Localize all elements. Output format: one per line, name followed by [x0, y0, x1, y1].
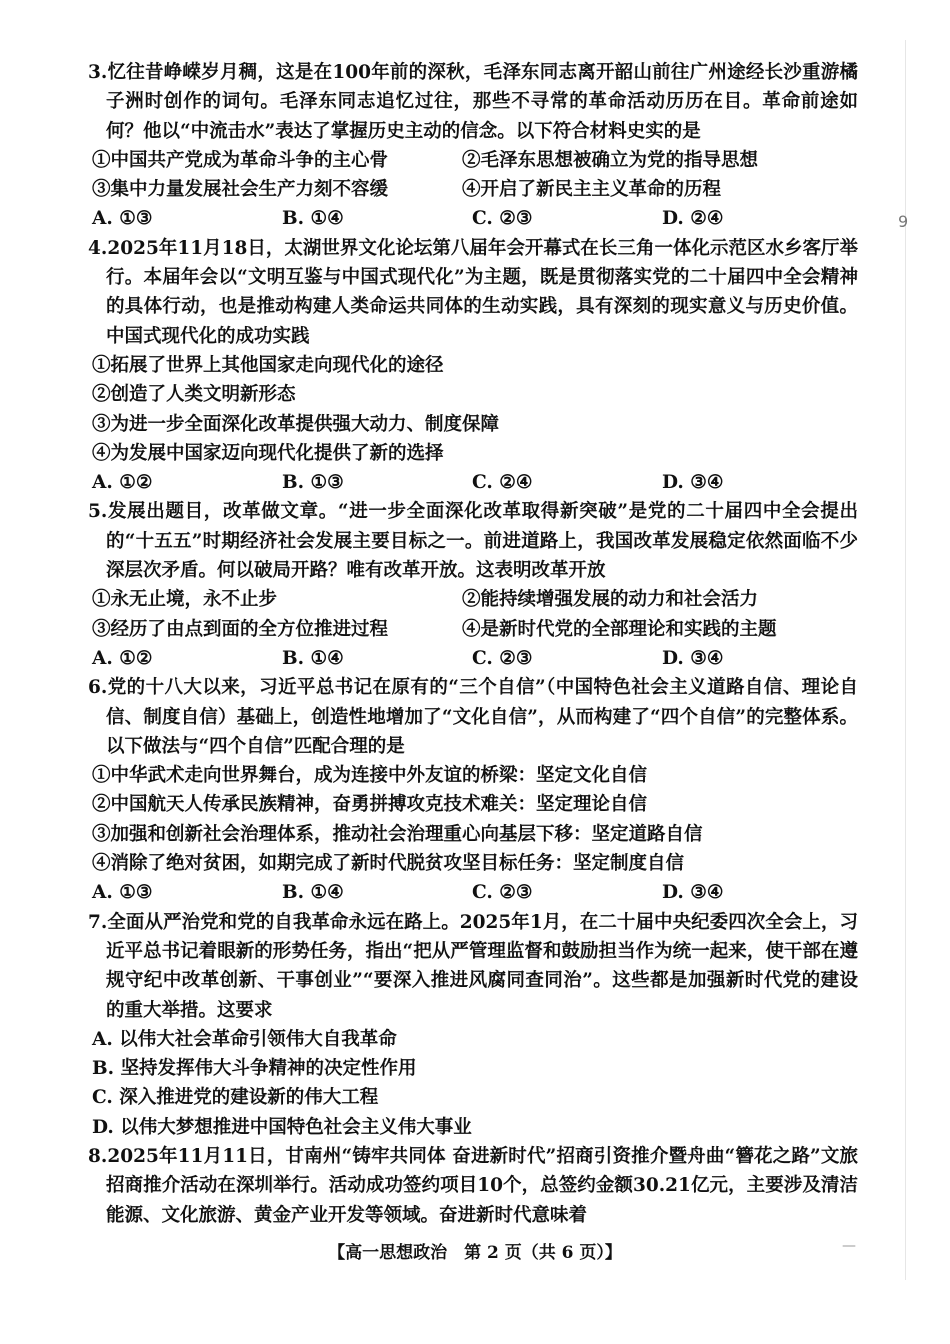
choice-row [88, 878, 858, 907]
choice-b: B. ①④ [282, 208, 344, 230]
question-6 [88, 673, 858, 907]
statement-option: ③经历了由点到面的全方位推进过程 [92, 618, 389, 640]
question-text: 发展出题目，改革做文章。“进一步全面深化改革取得新突破”是党的二十届四中全会提出的“十五五”时期经济社会发展主要目标之一。前进道路上，我国改革发展稳定依然面临不少深层次矛盾。何以破局开路？唯有改革开放。这表明改革开放 [106, 501, 858, 582]
choice-b: B. 坚持发挥伟大斗争精神的决定性作用 [92, 1058, 417, 1080]
question-stem [88, 234, 858, 351]
statement-option: ④是新时代党的全部理论和实践的主题 [462, 618, 777, 640]
statement-option: ①中国共产党成为革命斗争的主心骨 [92, 149, 389, 171]
choice-a: A. ①③ [92, 208, 153, 230]
question-number: 4. [88, 237, 108, 259]
question-8 [88, 1142, 858, 1230]
question-number: 3. [88, 62, 108, 83]
statement-option: ②中国航天人传承民族精神，奋勇拼搏攻克技术难关：坚定理论自信 [92, 794, 648, 816]
choice-b: B. ①③ [282, 472, 344, 494]
statement-option: ③为进一步全面深化改革提供强大动力、制度保障 [92, 413, 500, 435]
statement-option: ④消除了绝对贫困，如期完成了新时代脱贫攻坚目标任务：坚定制度自信 [92, 853, 685, 875]
statement-option: ④开启了新民主主义革命的历程 [462, 179, 722, 201]
choice-b: B. ①④ [282, 882, 344, 904]
margin-mark: 9 [898, 212, 909, 231]
question-stem [88, 908, 858, 1025]
choice-c: C. ②③ [472, 647, 533, 669]
footer-dash: — [842, 1238, 856, 1254]
question-3 [88, 58, 858, 234]
option-grid [88, 146, 858, 205]
question-text: 全面从严治党和党的自我革命永远在路上。2025年1月，在二十届中央纪委四次全会上，习近平总书记着眼新的形势任务，指出“把从严管理监督和鼓励担当作为统一起来，使干部在遵规守纪中改革创新、干事创业”“要深入推进风腐同查同治”。这些都是加强新时代党的建设的重大举措。这要求 [106, 911, 858, 1021]
question-number: 7. [88, 911, 108, 933]
choice-d: D. ③④ [662, 882, 724, 904]
statement-option: ③集中力量发展社会生产力刻不容缓 [92, 179, 389, 201]
choice-d: D. ③④ [662, 472, 724, 494]
question-stem [88, 673, 858, 761]
choice-b: B. ①④ [282, 647, 344, 669]
choice-c: C. ②④ [472, 472, 533, 494]
statement-option: ①永无止境，永不止步 [92, 589, 278, 611]
choice-a: A. 以伟大社会革命引领伟大自我革命 [92, 1028, 397, 1050]
question-text: 忆往昔峥嵘岁月稠，这是在100年前的深秋，毛泽东同志离开韶山前往广州途经长沙重游橘子洲时创作的词句。毛泽东同志追忆过往，那些不寻常的革命活动历历在目。革命前途如何？他以“中流击水”表达了掌握历史主动的信念。以下符合材料史实的是 [106, 62, 858, 142]
statement-option: ②创造了人类文明新形态 [92, 384, 296, 406]
choice-c: C. ②③ [472, 882, 533, 904]
statement-option: ②毛泽东思想被确立为党的指导思想 [462, 149, 759, 171]
question-number: 5. [88, 501, 108, 523]
question-text: 2025年11月18日，太湖世界文化论坛第八届年会开幕式在长三角一体化示范区水乡客厅举行。本届年会以“文明互鉴与中国式现代化”为主题，既是贯彻落实党的二十届四中全会精神的具体行动，也是推动构建人类命运共同体的生动实践，具有深刻的现实意义与历史价值。中国式现代化的成功实践 [106, 237, 858, 347]
option-grid [88, 585, 858, 644]
page-footer: 【高一思想政治 第 2 页（共 6 页）】 [328, 1243, 622, 1263]
choice-a: A. ①③ [92, 882, 153, 904]
question-7 [88, 908, 858, 1142]
statement-option: ①拓展了世界上其他国家走向现代化的途径 [92, 354, 444, 376]
question-4 [88, 234, 858, 498]
choice-row [88, 468, 858, 497]
statement-option: ③加强和创新社会治理体系，推动社会治理重心向基层下移：坚定道路自信 [92, 823, 703, 845]
question-stem [88, 497, 858, 585]
statement-option: ④为发展中国家迈向现代化提供了新的选择 [92, 442, 444, 464]
statement-option: ②能持续增强发展的动力和社会活力 [462, 589, 759, 611]
question-number: 8. [88, 1145, 108, 1167]
choice-d: D. 以伟大梦想推进中国特色社会主义伟大事业 [92, 1116, 472, 1138]
choice-c: C. 深入推进党的建设新的伟大工程 [92, 1087, 379, 1109]
question-stem [88, 58, 858, 146]
question-number: 6. [88, 677, 108, 699]
choice-d: D. ②④ [662, 208, 724, 230]
question-content [88, 58, 858, 1230]
choice-row [88, 204, 858, 233]
statement-option: ①中华武术走向世界舞台，成为连接中外友谊的桥梁：坚定文化自信 [92, 765, 648, 787]
choice-a: A. ①② [92, 472, 153, 494]
choice-a: A. ①② [92, 647, 153, 669]
question-stem [88, 1142, 858, 1230]
choice-c: C. ②③ [472, 208, 533, 230]
question-5 [88, 497, 858, 673]
question-text: 党的十八大以来，习近平总书记在原有的“三个自信”（中国特色社会主义道路自信、理论自信、制度自信）基础上，创造性地增加了“文化自信”，从而构建了“四个自信”的完整体系。以下做法与“四个自信”匹配合理的是 [106, 677, 858, 757]
choice-row [88, 644, 858, 673]
choice-d: D. ③④ [662, 647, 724, 669]
question-text: 2025年11月11日，甘南州“铸牢共同体 奋进新时代”招商引资推介暨舟曲“簪花之路”文旅招商推介活动在深圳举行。活动成功签约项目10个，总签约金额30.21亿元，主要涉及清洁能源、文化旅游、黄金产业开发等领域。奋进新时代意味着 [106, 1145, 858, 1226]
